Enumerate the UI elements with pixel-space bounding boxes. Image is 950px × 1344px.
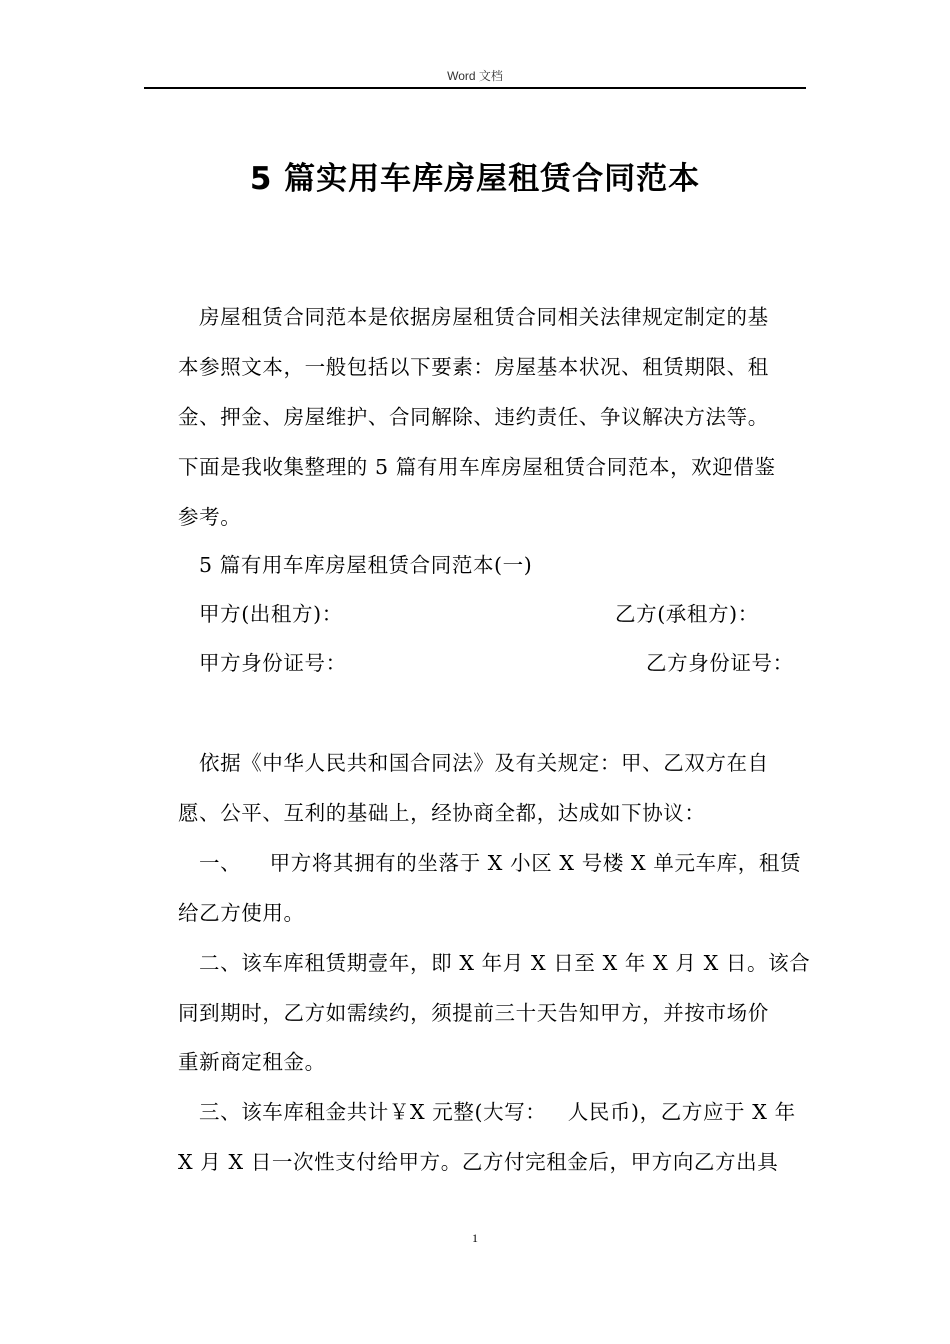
basis-line-text: 依据《中华人民共和国合同法》及有关规定：甲、乙双方在自	[199, 751, 769, 775]
intro-line-text: 房屋租赁合同范本是依据房屋租赁合同相关法律规定制定的基	[199, 305, 769, 329]
clause-line-text: 二、该车库租赁期壹年，即 X 年月 X 日至 X 年 X 月 X 日。该合	[199, 951, 811, 975]
header-rule	[144, 87, 806, 89]
clause-line-text: 给乙方使用。	[178, 901, 305, 925]
clause-line-text: 同到期时，乙方如需续约，须提前三十天告知甲方，并按市场价	[178, 1001, 769, 1025]
clause-line-text: 一、 甲方将其拥有的坐落于 X 小区 X 号楼 X 单元车库，租赁	[199, 851, 802, 875]
party-a-label: 甲方(出租方)：	[199, 602, 343, 626]
clause-line-text: 三、该车库租金共计￥X 元整(大写： 人民币)，乙方应于 X 年	[199, 1100, 796, 1124]
clause-line-text: 重新商定租金。	[178, 1050, 326, 1074]
section-heading-text: 5 篇有用车库房屋租赁合同范本(一)	[199, 553, 533, 577]
party-b-id-label: 乙方身份证号：	[646, 651, 794, 675]
clause-line-text: X 月 X 日一次性支付给甲方。乙方付完租金后，甲方向乙方出具	[178, 1150, 779, 1174]
party-a-id-label: 甲方身份证号：	[199, 651, 347, 675]
intro-line-text: 金、押金、房屋维护、合同解除、违约责任、争议解决方法等。	[178, 405, 769, 429]
intro-line-text: 参考。	[178, 505, 242, 529]
intro-line-text: 下面是我收集整理的 5 篇有用车库房屋租赁合同范本，欢迎借鉴	[178, 455, 776, 479]
basis-line-text: 愿、公平、互利的基础上，经协商全都，达成如下协议：	[178, 801, 706, 825]
document-title: 5 篇实用车库房屋租赁合同范本	[249, 161, 701, 197]
party-b-label: 乙方(承租方)：	[615, 602, 759, 626]
page-number: 1	[472, 1231, 478, 1245]
intro-line-text: 本参照文本，一般包括以下要素：房屋基本状况、租赁期限、租	[178, 355, 769, 379]
header-text: Word 文档	[447, 69, 503, 83]
